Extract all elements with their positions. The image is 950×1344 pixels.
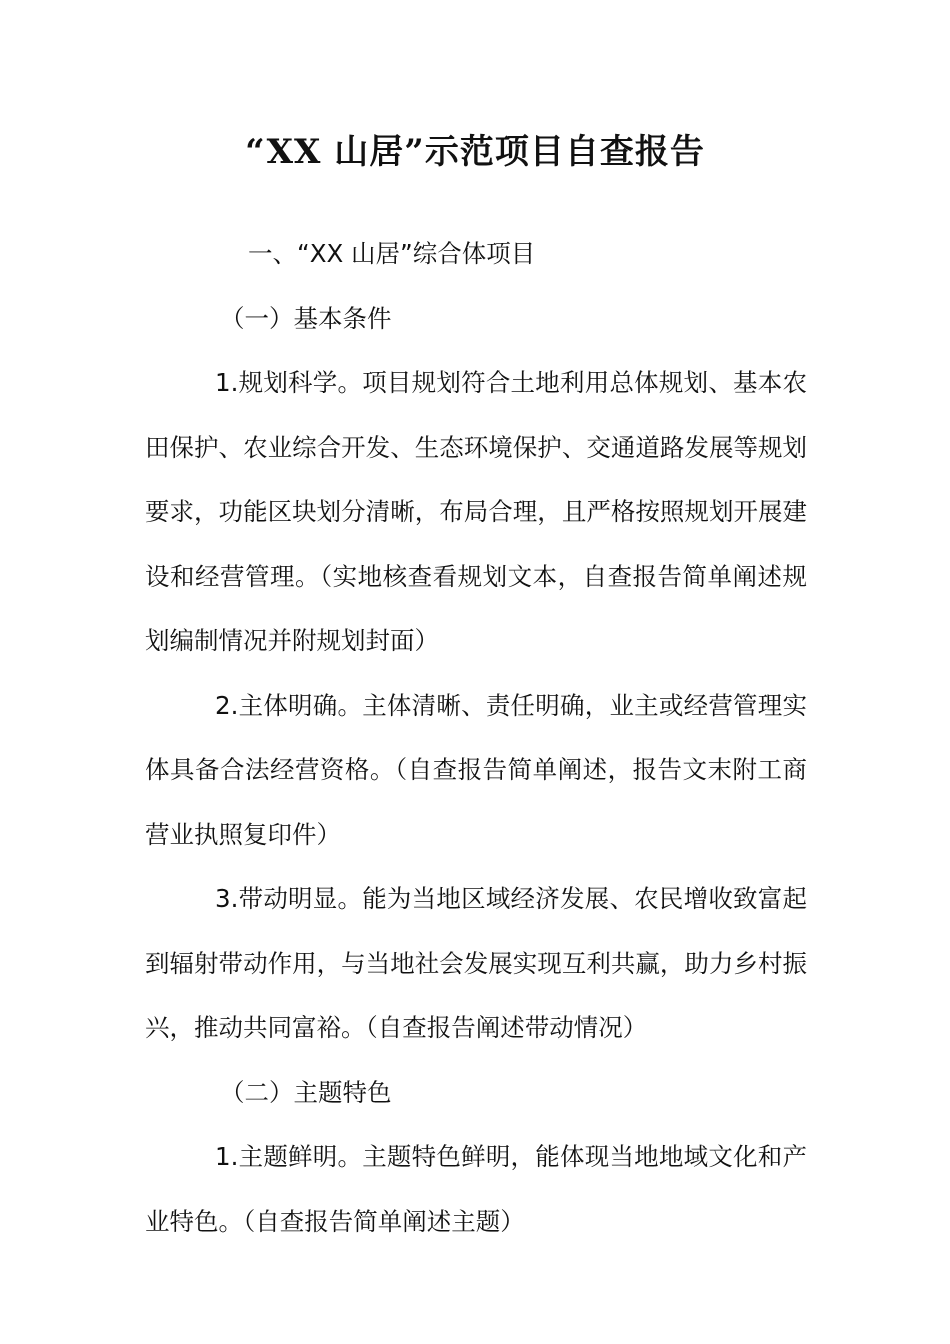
paragraph-theme: 1.主题鲜明。主题特色鲜明，能体现当地地域文化和产业特色。（自查报告简单阐述主题） <box>145 1142 807 1236</box>
document-body <box>145 222 807 1254</box>
subsection-heading-basic-conditions: （一）基本条件 <box>220 303 392 333</box>
document-title: “XX 山居”示范项目自查报告 <box>245 132 705 172</box>
paragraph-subject: 2.主体明确。主体清晰、责任明确，业主或经营管理实体具备合法经营资格。（自查报告简单阐述，报告文末附工商营业执照复印件） <box>145 690 807 849</box>
paragraph-planning: 1.规划科学。项目规划符合土地利用总体规划、基本农田保护、农业综合开发、生态环境保护、交通道路发展等规划要求，功能区块划分清晰，布局合理，且严格按照规划开展建设和经营管理。（实地核查看规划文本，自查报告简单阐述规划编制情况并附规划封面） <box>145 368 807 655</box>
section-heading-1: 一、“XX 山居”综合体项目 <box>248 239 536 268</box>
paragraph-drive: 3.带动明显。能为当地区域经济发展、农民增收致富起到辐射带动作用，与当地社会发展实现互利共赢，助力乡村振兴，推动共同富裕。（自查报告阐述带动情况） <box>145 884 807 1042</box>
subsection-heading-theme: （二）主题特色 <box>220 1077 392 1107</box>
